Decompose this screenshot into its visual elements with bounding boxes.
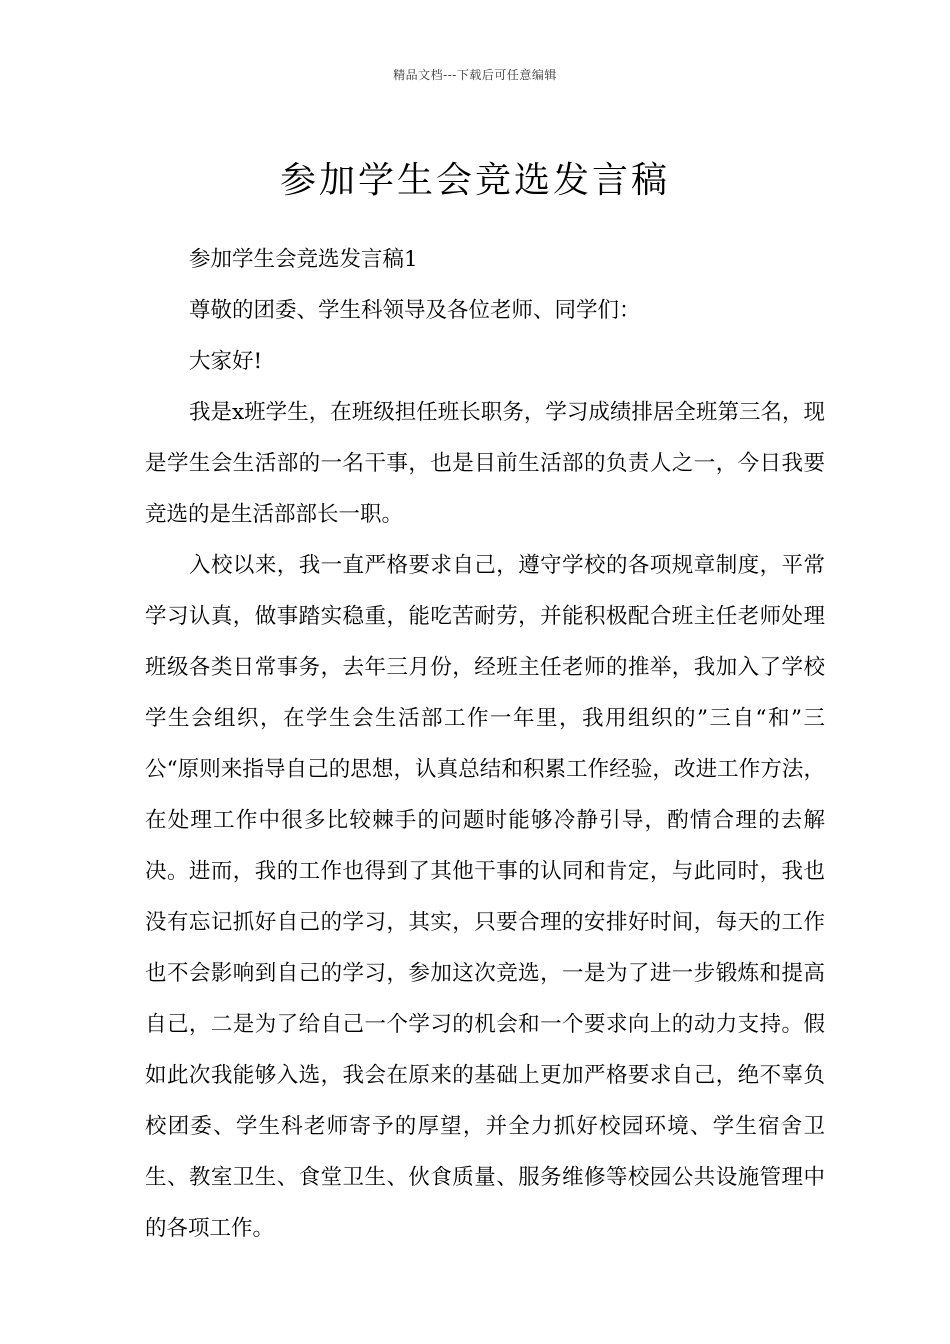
paragraph-experience: 入校以来，我一直严格要求自己，遵守学校的各项规章制度，平常学习认真，做事踏实稳重，能吃苦耐劳，并能积极配合班主任老师处理班级各类日常事务，去年三月份，经班主任老师的推举，我加入了学校学生会组织，在学生会生活部工作一年里，我用组织的”三自“和”三公“原则来指导自己的思想，认真总结和积累工作经验，改进工作方法，在处理工作中很多比较棘手的问题时能够冷静引导，酌情合理的去解决。进而，我的工作也得到了其他干事的认同和肯定，与此同时，我也没有忘记抓好自己的学习，其实，只要合理的安排好时间，每天的工作也不会影响到自己的学习，参加这次竞选，一是为了进一步锻炼和提高自己，二是为了给自己一个学习的机会和一个要求向上的动力支持。假如此次我能够入选，我会在原来的基础上更加严格要求自己，绝不辜负校团委、学生科老师寄予的厚望，并全力抓好校园环境、学生宿舍卫生、教室卫生、食堂卫生、伙食质量、服务维修等校园公共设施管理中的各项工作。 xyxy=(145,553,825,1241)
document-title: 参加学生会竞选发言稿 xyxy=(279,160,670,202)
header-note: 精品文档---下载后可任意编辑 xyxy=(393,68,557,82)
greeting: 大家好! xyxy=(189,349,263,374)
section-heading: 参加学生会竞选发言稿1 xyxy=(189,247,418,272)
document-body xyxy=(145,234,825,1254)
salutation: 尊敬的团委、学生科领导及各位老师、同学们： xyxy=(189,298,641,323)
paragraph-introduction: 我是x班学生，在班级担任班长职务，学习成绩排居全班第三名，现是学生会生活部的一名干事，也是目前生活部的负责人之一，今日我要竞选的是生活部部长一职。 xyxy=(145,400,825,527)
